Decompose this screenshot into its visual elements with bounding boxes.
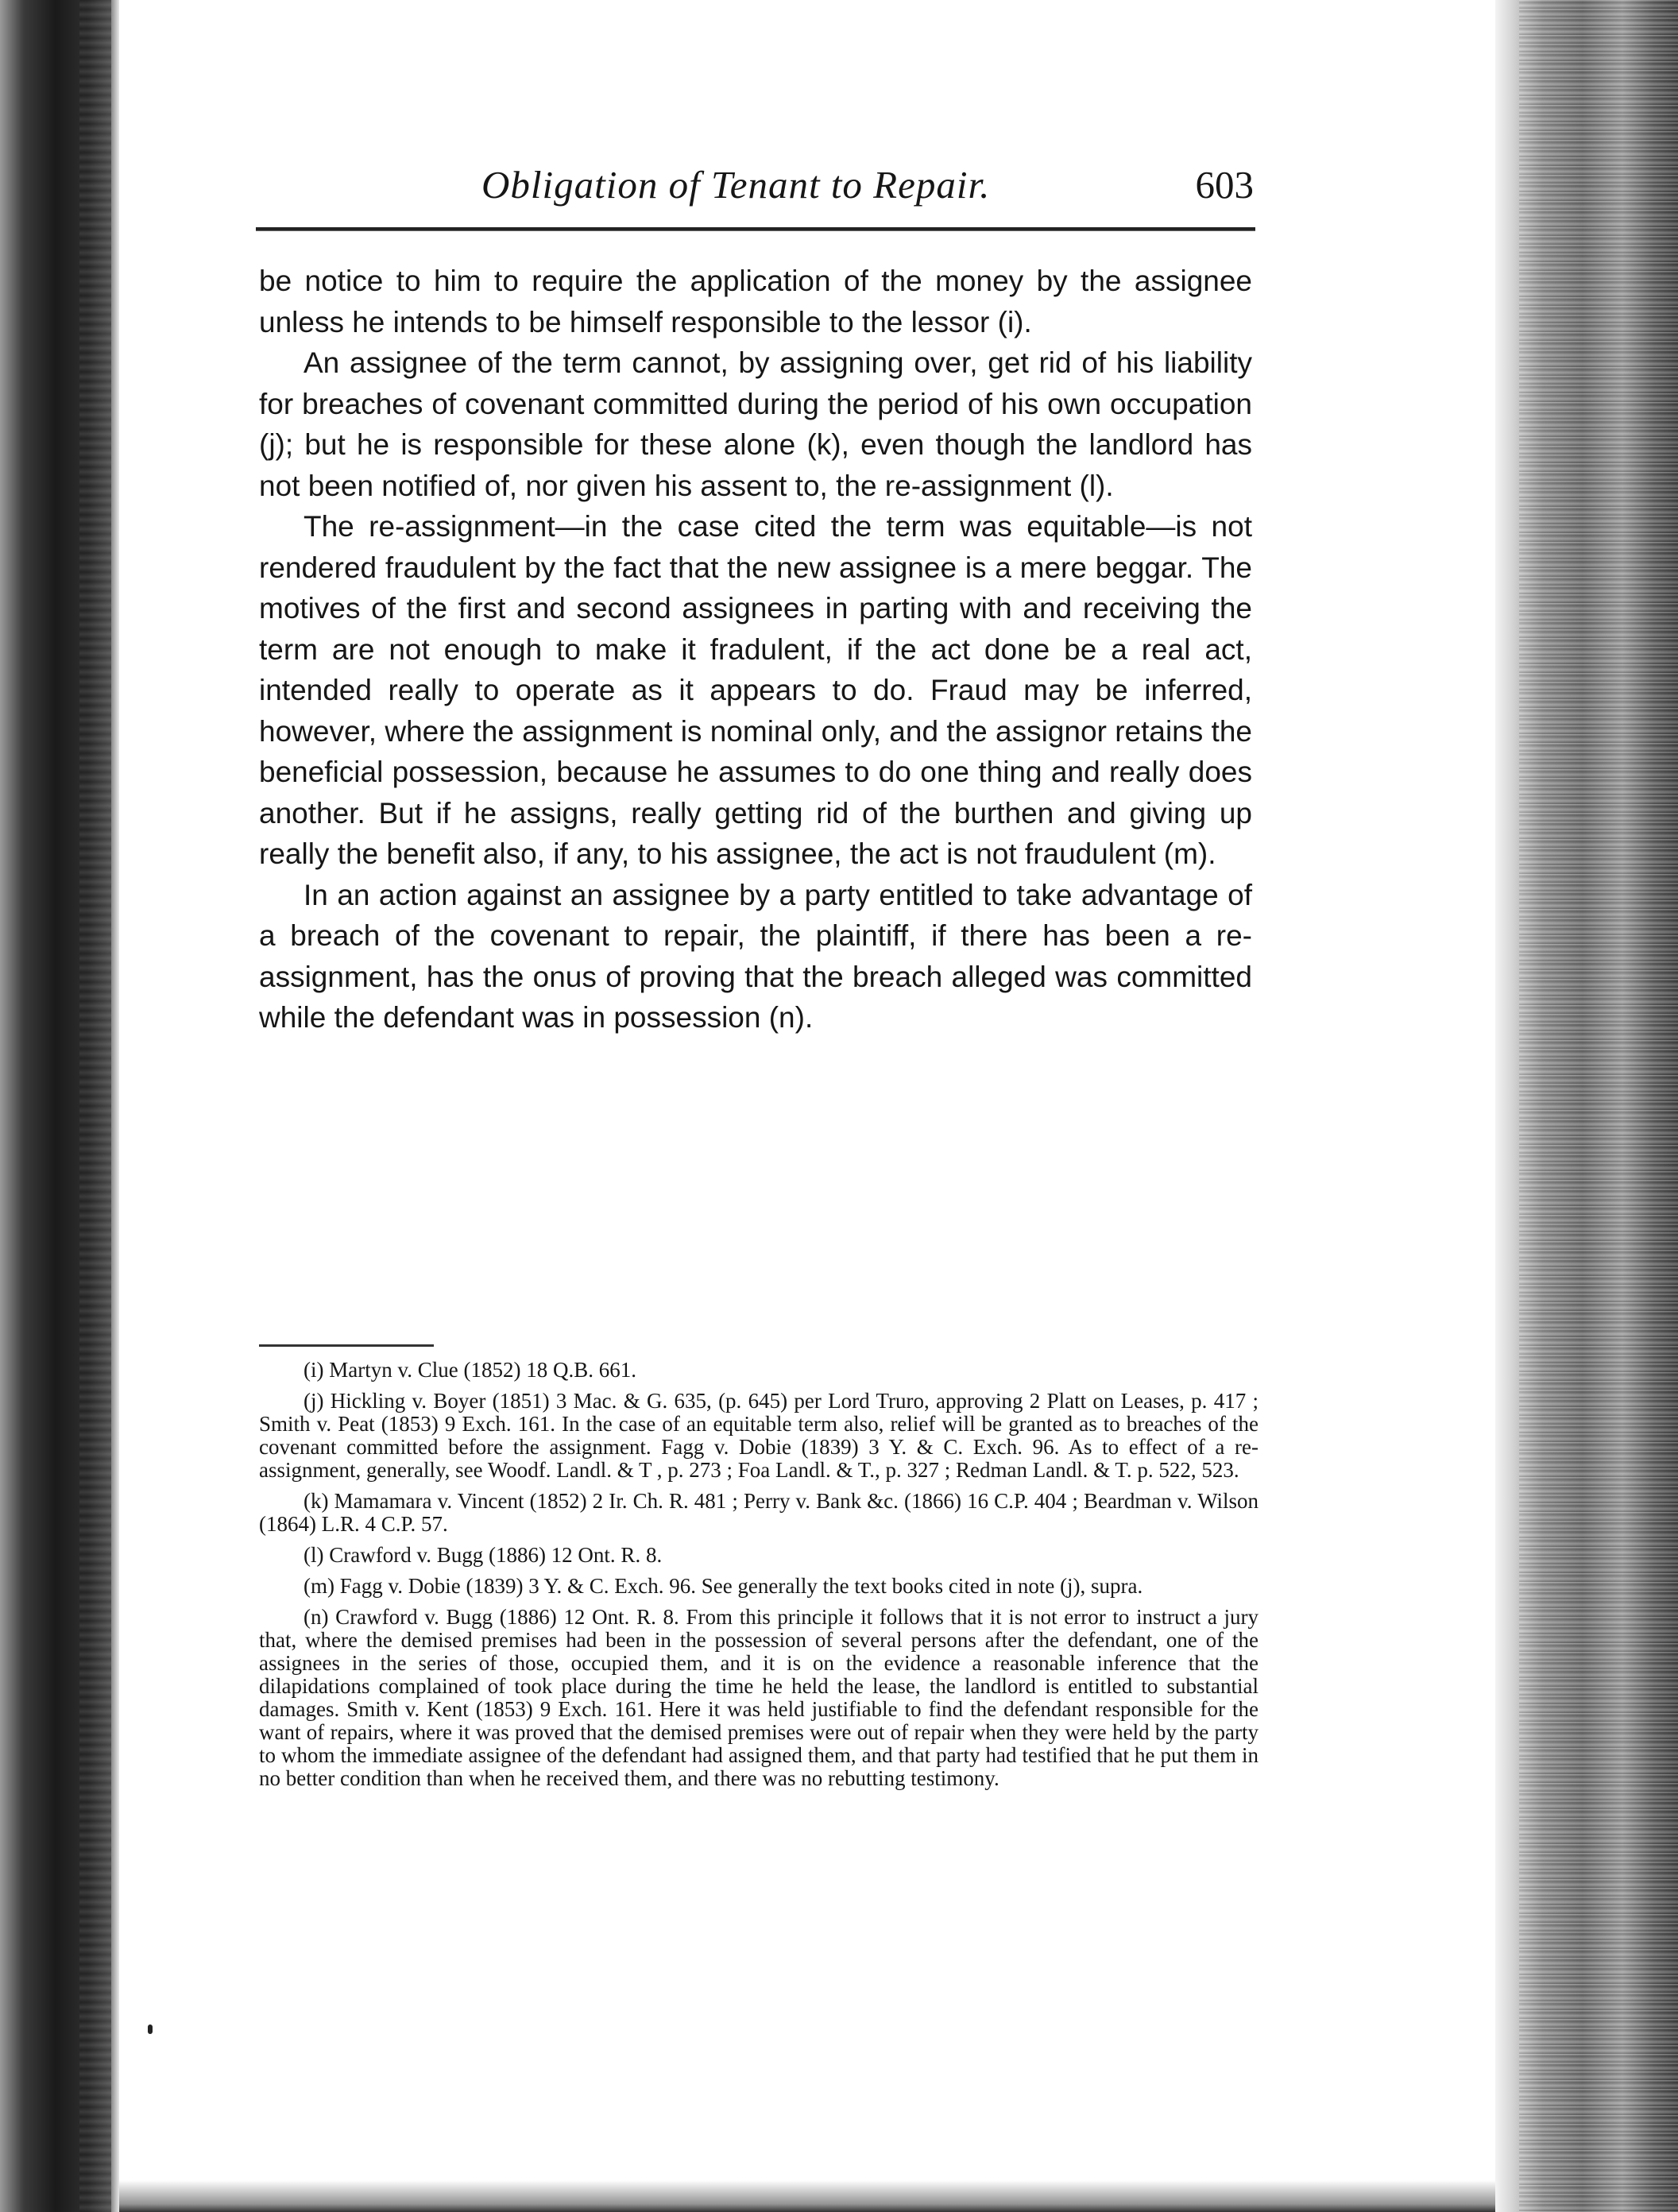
main-text — [259, 261, 1252, 1038]
paragraph-continued: be notice to him to require the application of the money by the assignee unless he intends to be himself responsible to the lessor (i). — [259, 265, 1252, 338]
footnote-l: (l) Crawford v. Bugg (1886) 12 Ont. R. 8. — [304, 1543, 663, 1567]
book-binding-shadow — [79, 0, 111, 2212]
footnotes — [259, 1357, 1258, 1798]
footnote-j: (j) Hickling v. Boyer (1851) 3 Mac. & G. 635, (p. 645) per Lord Truro, approving 2 Platt on Leases, p. 417 ; Smith v. Peat (1853) 9 Exch. 161. In the case of an equitable term also, relief will be granted as to breaches of the covenant committed before the assignment. Fagg v. Dobie (1839) 3 Y. & C. Exch. 96. As to effect of a re-assignment, generally, see Woodf. Landl. & T , p. 273 ; Foa Landl. & T., p. 327 ; Redman Landl. & T. p. 522, 523. — [259, 1389, 1258, 1482]
footnote-m: (m) Fagg v. Dobie (1839) 3 Y. & C. Exch. 96. See generally the text books cited in note (j), supra. — [304, 1574, 1143, 1598]
paragraph-action-against-assignee: In an action against an assignee by a party entitled to take advantage of a breach of the covenant to repair, the plaintiff, if there has been a re-assignment, has the onus of proving that the breach alleged was committed while the defendant was in possession (n). — [259, 878, 1252, 1034]
running-title: Obligation of Tenant to Repair. — [481, 163, 991, 207]
paragraph-re-assignment: The re-assignment—in the case cited the term was equitable—is not rendered fraudulent by the fact that the new assignee is a mere beggar. The motives of the first and second assignees in parting with and receiving the term are not enough to make it fradulent, if the act done be a real act, intended really to operate as it appears to do. Fraud may be inferred, however, where the assignment is nominal only, and the assignor retains the beneficial possession, because he assumes to do one thing and really does another. But if he assigns, really getting rid of the burthen and giving up really the benefit also, if any, to his assignee, the act is not fraudulent (m). — [259, 510, 1252, 870]
footnote-i: (i) Martyn v. Clue (1852) 18 Q.B. 661. — [304, 1358, 636, 1382]
header-rule — [256, 227, 1255, 231]
footnote-n: (n) Crawford v. Bugg (1886) 12 Ont. R. 8. From this principle it follows that it is not error to instruct a jury that, where the demised premises had been in the possession of several persons after the defendant, one of the assignees in the series of those, occupied them, and it is on the evidence a reasonable inference that the dilapidations complained of took place during the time he held the lease, the landlord is entitled to substantial damages. Smith v. Kent (1853) 9 Exch. 161. Here it was held justifiable to find the defendant responsible for the want of repairs, where it was proved that the demised premises were out of repair when they were held by the party to whom the immediate assignee of the defendant had assigned them, and that party had testified that he put them in no better condition than when he received them, and there was no rebutting testimony. — [259, 1605, 1258, 1790]
footnote-rule — [259, 1344, 434, 1347]
page-number: 603 — [1195, 163, 1254, 207]
page-stack-texture — [1519, 0, 1678, 2212]
page-bottom-shadow — [119, 2180, 1495, 2212]
paragraph-assignee-term: An assignee of the term cannot, by assigning over, get rid of his liability for breaches of covenant committed during the period of his own occupation (j); but he is responsible for these alone (k), even though the landlord has not been notified of, nor given his assent to, the re-assignment (l). — [259, 346, 1252, 502]
footnote-k: (k) Mamamara v. Vincent (1852) 2 Ir. Ch. R. 481 ; Perry v. Bank &c. (1866) 16 C.P. 404 ; Beardman v. Wilson (1864) L.R. 4 C.P. 57. — [259, 1489, 1258, 1536]
ink-speck — [148, 2024, 153, 2034]
book-page — [259, 159, 1258, 1790]
page-header — [259, 159, 1252, 222]
